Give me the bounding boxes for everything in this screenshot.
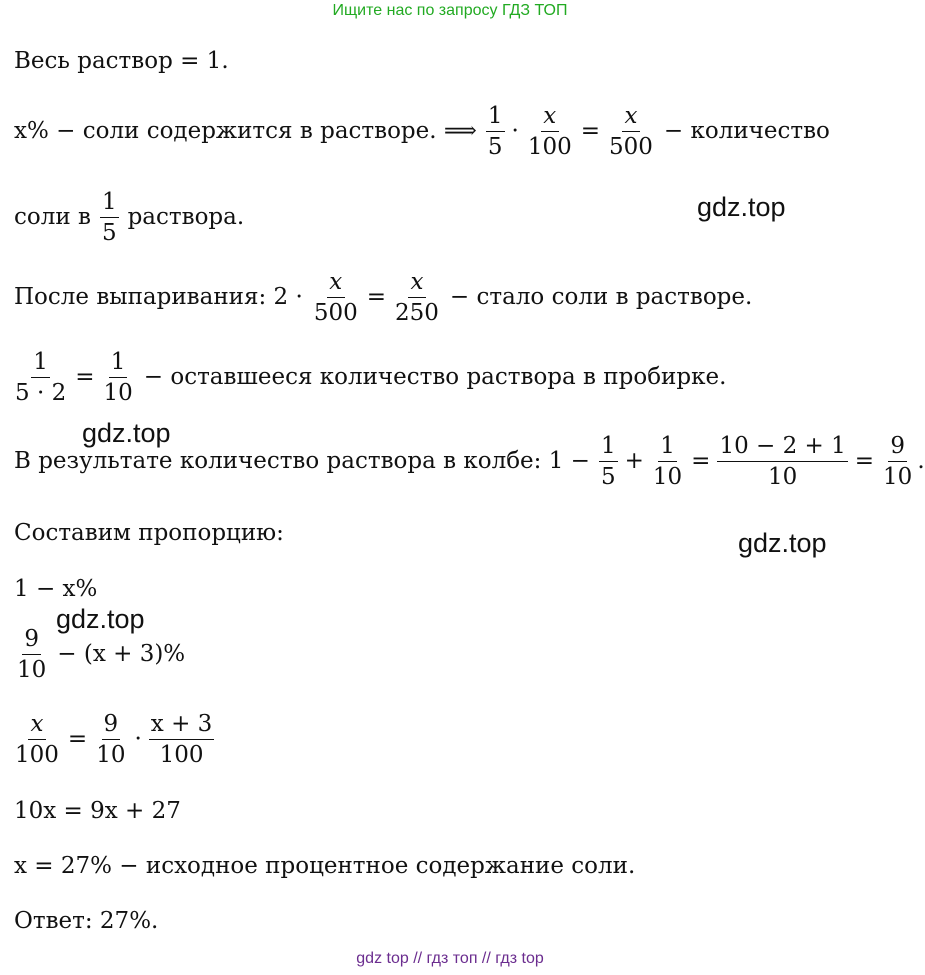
line-salt-percent: x% − соли содержится в растворе. ⟹ $\frac{1}{5}$ · $\frac{x}{100}$ = $\frac{x}{500}$ − количество	[14, 103, 830, 161]
watermark: gdz.top	[82, 418, 171, 448]
fraction: $\frac{1}{5}$	[600, 433, 616, 491]
line-equation: $\frac{x}{100}$ = $\frac{9}{10}$ · $\frac{x + 3}{100}$	[15, 711, 213, 769]
text: Составим пропорцию:	[14, 520, 284, 546]
fraction: $\frac{1}{5}$	[101, 189, 117, 247]
fraction: $\frac{x}{100}$	[15, 711, 59, 769]
line-solution	[14, 855, 635, 878]
line-whole-solution	[14, 50, 229, 73]
fraction: $\frac{x + 3}{100}$	[150, 711, 213, 769]
text: После выпаривания: 2 ·	[14, 284, 303, 311]
fraction: $\frac{9}{10}$	[96, 711, 126, 769]
watermark: gdz.top	[56, 604, 145, 634]
search-banner[interactable]: Ищите нас по запросу ГДЗ ТОП	[332, 2, 568, 19]
fraction: $\frac{x}{500}$	[609, 103, 653, 161]
fraction: $\frac{1}{5 \cdot 2}$	[15, 349, 67, 407]
text: − оставшееся количество раствора в пробирке.	[143, 364, 727, 391]
text: раствора.	[127, 204, 245, 231]
text: − количество	[663, 118, 830, 145]
watermark: gdz.top	[738, 528, 827, 558]
text: x% − соли содержится в растворе. ⟹	[14, 118, 477, 145]
text: 10x = 9x + 27	[14, 798, 181, 824]
line-proportion-heading	[14, 522, 284, 545]
text: Ответ: 27%.	[14, 908, 159, 934]
footer-links[interactable]: gdz top // гдз топ // гдз top	[356, 950, 544, 967]
text: Весь раствор = 1.	[14, 48, 229, 74]
line-proportion-1	[14, 578, 97, 601]
text: − (x + 3)%	[57, 641, 186, 668]
text: − стало соли в растворе.	[449, 284, 753, 311]
line-salt-in-fifth	[14, 190, 244, 245]
fraction: $\frac{9}{10}$	[17, 626, 47, 684]
line-remaining-in-tube: $\frac{1}{5 \cdot 2}$ = $\frac{1}{10}$ − оставшееся количество раствора в пробирке.	[15, 349, 727, 407]
watermark: gdz.top	[697, 192, 786, 222]
fraction: $\frac{x}{100}$	[527, 103, 572, 161]
fraction: $\frac{x}{500}$	[313, 269, 358, 327]
text: В результате количество раствора в колбе: 1 −	[14, 448, 590, 475]
text: соли в	[14, 204, 91, 231]
fraction: $\frac{9}{10}$	[883, 433, 913, 491]
text: 1 − x%	[14, 576, 98, 602]
line-flask-result: В результате количество раствора в колбе: 1 − $\frac{1}{5}$ + $\frac{1}{10}$ = $\frac{10 - 2 + 1}{10}$ = $\frac{9}{10}$ .	[14, 433, 925, 491]
fraction: $\frac{10 - 2 + 1}{10}$	[719, 433, 846, 491]
fraction: $\frac{1}{10}$	[103, 349, 133, 407]
fraction: $\frac{1}{5}$	[487, 103, 503, 161]
line-after-evaporation: После выпаривания: 2 · $\frac{x}{500}$ = $\frac{x}{250}$ − стало соли в растворе.	[14, 269, 753, 327]
fraction: $\frac{x}{250}$	[395, 269, 439, 327]
fraction: $\frac{1}{10}$	[652, 433, 683, 491]
line-answer	[14, 910, 158, 933]
line-proportion-2	[12, 627, 185, 682]
text: x = 27% − исходное процентное содержание соли.	[14, 853, 636, 879]
line-simplified	[14, 800, 181, 823]
